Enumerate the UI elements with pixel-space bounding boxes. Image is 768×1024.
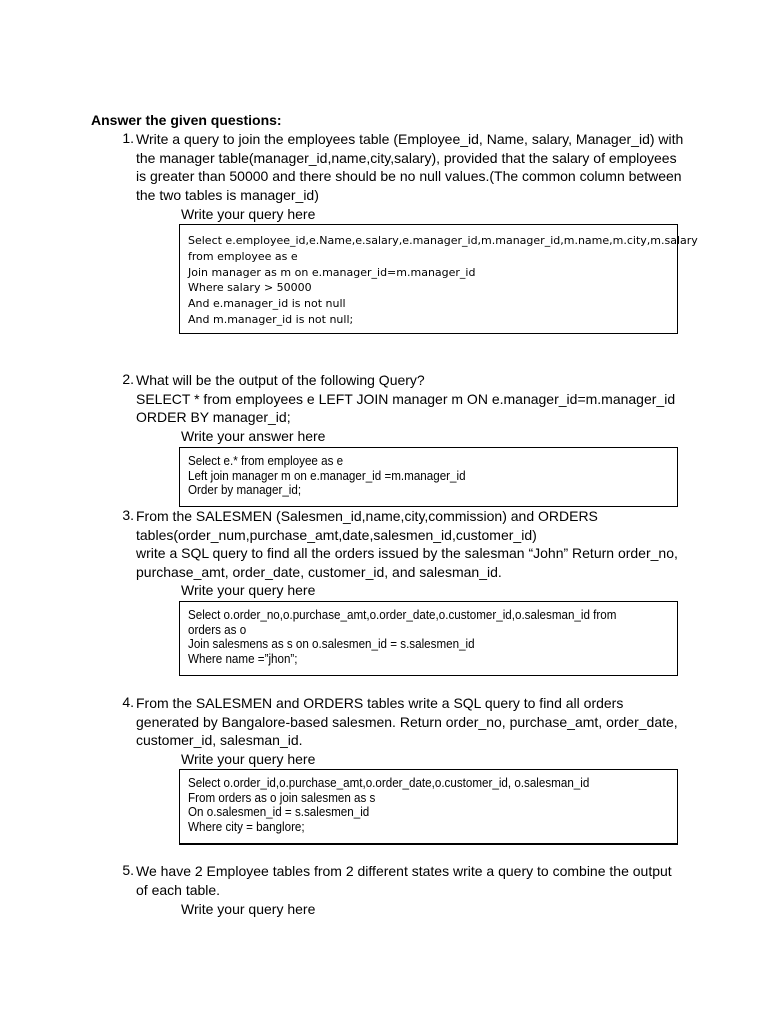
question-text-line: purchase_amt, order_date, customer_id, and salesman_id. (136, 563, 502, 580)
answer-box-4[interactable] (179, 769, 678, 845)
answer-line: From orders as o join salesmen as s (188, 790, 376, 805)
question-text-line: We have 2 Employee tables from 2 different states write a query to combine the output (136, 863, 672, 879)
answer-prompt: Write your answer here (181, 428, 326, 444)
question-number: 3. (122, 507, 134, 523)
question-number: 1. (122, 130, 134, 146)
question-text-line: of each table. (136, 881, 221, 898)
answer-line: Select e.employee_id,e.Name,e.salary,e.manager_id,m.manager_id,m.name,m.city,m.salary (188, 234, 698, 247)
answer-prompt: Write your query here (181, 751, 316, 767)
question-text-line: write a SQL query to find all the orders issued by the salesman “John” Return order_no, (136, 545, 678, 561)
question-text-line: tables(order_num,purchase_amt,date,salesmen_id,customer_id) (136, 526, 537, 543)
answer-line: Select e.* from employee as e (188, 454, 344, 468)
answer-line: Where name =”jhon”; (188, 652, 298, 667)
question-number: 2. (122, 371, 134, 387)
question-text-line: the two tables is manager_id) (136, 186, 319, 203)
question-text-line: SELECT * from employees e LEFT JOIN manager m ON e.manager_id=m.manager_id (136, 390, 676, 407)
answer-box-1[interactable] (179, 224, 698, 334)
answer-line: from employee as e (188, 249, 298, 263)
question-text-line: From the SALESMEN and ORDERS tables write a SQL query to find all orders (136, 695, 624, 711)
question-text-line: ORDER BY manager_id; (136, 409, 291, 425)
question-text-line: Write a query to join the employees table (Employee_id, Name, salary, Manager_id) with (136, 131, 684, 147)
answer-line: Select o.order_id,o.purchase_amt,o.order_date,o.customer_id, o.salesman_id (188, 776, 590, 790)
answer-box-3[interactable] (179, 601, 678, 676)
answer-line: And m.manager_id is not null; (188, 312, 354, 326)
answer-line: Join manager as m on e.manager_id=m.manager_id (188, 265, 476, 279)
question-text-line: is greater than 50000 and there should be no null values.(The common column between (136, 168, 682, 184)
instructions-heading: Answer the given questions: (91, 112, 282, 128)
answer-line: And e.manager_id is not null (188, 297, 346, 311)
question-text-line: What will be the output of the following Query? (136, 372, 425, 388)
question-text-line: the manager table(manager_id,name,city,salary), provided that the salary of employees (136, 149, 677, 166)
question-number: 4. (122, 694, 134, 710)
question-text-line: generated by Bangalore-based salesmen. Return order_no, purchase_amt, order_date, (136, 713, 678, 730)
answer-line: Where city = banglore; (188, 820, 305, 835)
answer-line: Left join manager m on e.manager_id =m.manager_id (188, 468, 466, 483)
answer-box-2[interactable] (179, 447, 678, 507)
answer-line: On o.salesmen_id = s.salesmen_id (188, 805, 370, 820)
answer-line: orders as o (188, 622, 247, 637)
answer-line: Where salary > 50000 (188, 281, 312, 295)
answer-line: Select o.order_no,o.purchase_amt,o.order_date,o.customer_id,o.salesman_id from (188, 608, 617, 622)
answer-line: Order by manager_id; (188, 483, 302, 498)
answer-prompt: Write your query here (181, 582, 316, 598)
answer-prompt: Write your query here (181, 901, 316, 917)
question-number: 5. (122, 862, 134, 878)
question-text-line: customer_id, salesman_id. (136, 732, 303, 748)
answer-prompt: Write your query here (181, 206, 316, 222)
question-text-line: From the SALESMEN (Salesmen_id,name,city,commission) and ORDERS (136, 508, 598, 524)
answer-line: Join salesmens as s on o.salesmen_id = s.salesmen_id (188, 637, 475, 652)
